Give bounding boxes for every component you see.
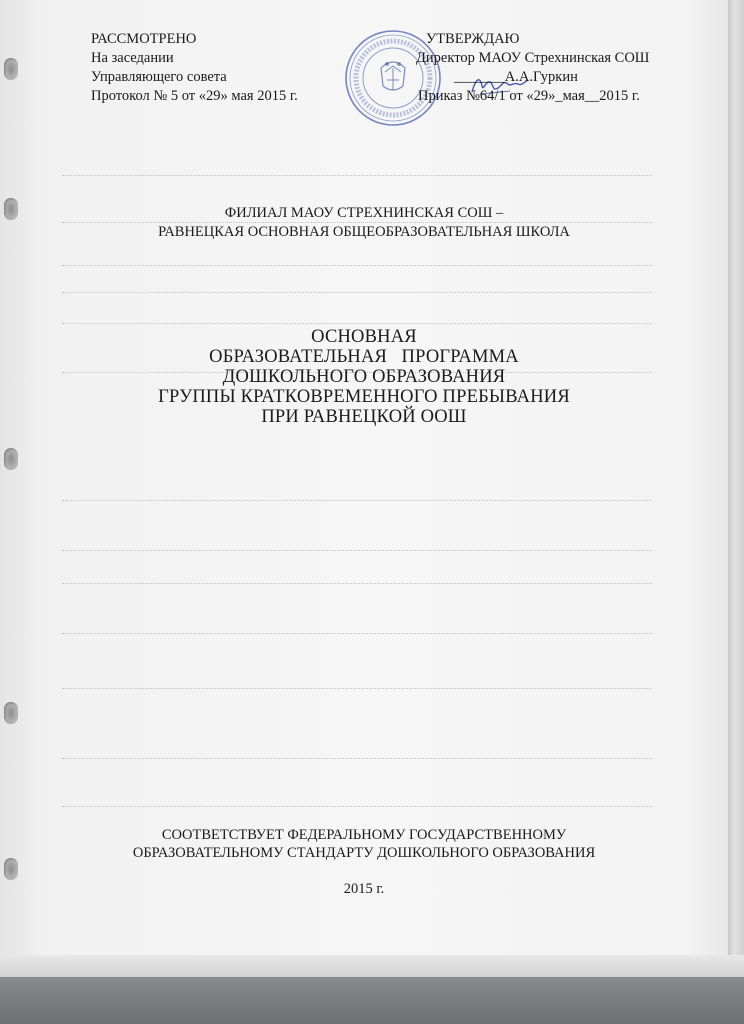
approval-approved-block (416, 30, 649, 106)
binder-hole-icon (4, 58, 18, 80)
show-through-line (62, 633, 652, 634)
show-through-line (62, 688, 652, 689)
considered-protocol: Протокол № 5 от «29» мая 2015 г. (91, 88, 298, 104)
approval-considered-block (91, 30, 298, 106)
approved-order: Приказ №64/1 от «29»_мая__2015 г. (418, 88, 640, 104)
approved-director: Директор МАОУ Стрехнинская СОШ (416, 50, 650, 66)
title-line-4: ГРУППЫ КРАТКОВРЕМЕННОГО ПРЕБЫВАНИЯ (158, 387, 570, 407)
approved-heading: УТВЕРЖДАЮ (426, 31, 520, 47)
show-through-line (62, 265, 652, 266)
show-through-line (62, 758, 652, 759)
considered-heading: РАССМОТРЕНО (91, 31, 197, 47)
page-bottom-highlight (0, 955, 744, 977)
organization-name (0, 204, 728, 242)
title-line-2: ОБРАЗОВАТЕЛЬНАЯ ПРОГРАММА (209, 347, 519, 367)
show-through-line (62, 550, 652, 551)
show-through-line (62, 323, 652, 324)
page-edge (728, 0, 744, 955)
compliance-line-1: СООТВЕТСТВУЕТ ФЕДЕРАЛЬНОМУ ГОСУДАРСТВЕННОМУ (161, 827, 567, 843)
considered-meeting: На заседании (91, 50, 174, 66)
show-through-line (62, 500, 652, 501)
binder-hole-icon (4, 448, 18, 470)
show-through-line (62, 806, 652, 807)
document-year: 2015 г. (343, 881, 385, 897)
show-through-line (62, 175, 652, 176)
binder-hole-icon (4, 702, 18, 724)
approved-signatory: _______А.А.Гуркин (454, 69, 578, 85)
organization-line-1: ФИЛИАЛ МАОУ СТРЕХНИНСКАЯ СОШ – (224, 205, 504, 221)
organization-line-2: РАВНЕЦКАЯ ОСНОВНАЯ ОБЩЕОБРАЗОВАТЕЛЬНАЯ ШКОЛА (158, 224, 570, 240)
title-line-3: ДОШКОЛЬНОГО ОБРАЗОВАНИЯ (222, 367, 506, 387)
title-line-1: ОСНОВНАЯ (311, 327, 417, 347)
considered-council: Управляющего совета (91, 69, 227, 85)
show-through-line (62, 583, 652, 584)
show-through-line (62, 292, 652, 293)
title-line-5: ПРИ РАВНЕЦКОЙ ООШ (261, 407, 467, 427)
compliance-statement (0, 826, 728, 862)
document-title (0, 327, 728, 427)
compliance-line-2: ОБРАЗОВАТЕЛЬНОМУ СТАНДАРТУ ДОШКОЛЬНОГО ОБРАЗОВАНИЯ (132, 845, 596, 861)
